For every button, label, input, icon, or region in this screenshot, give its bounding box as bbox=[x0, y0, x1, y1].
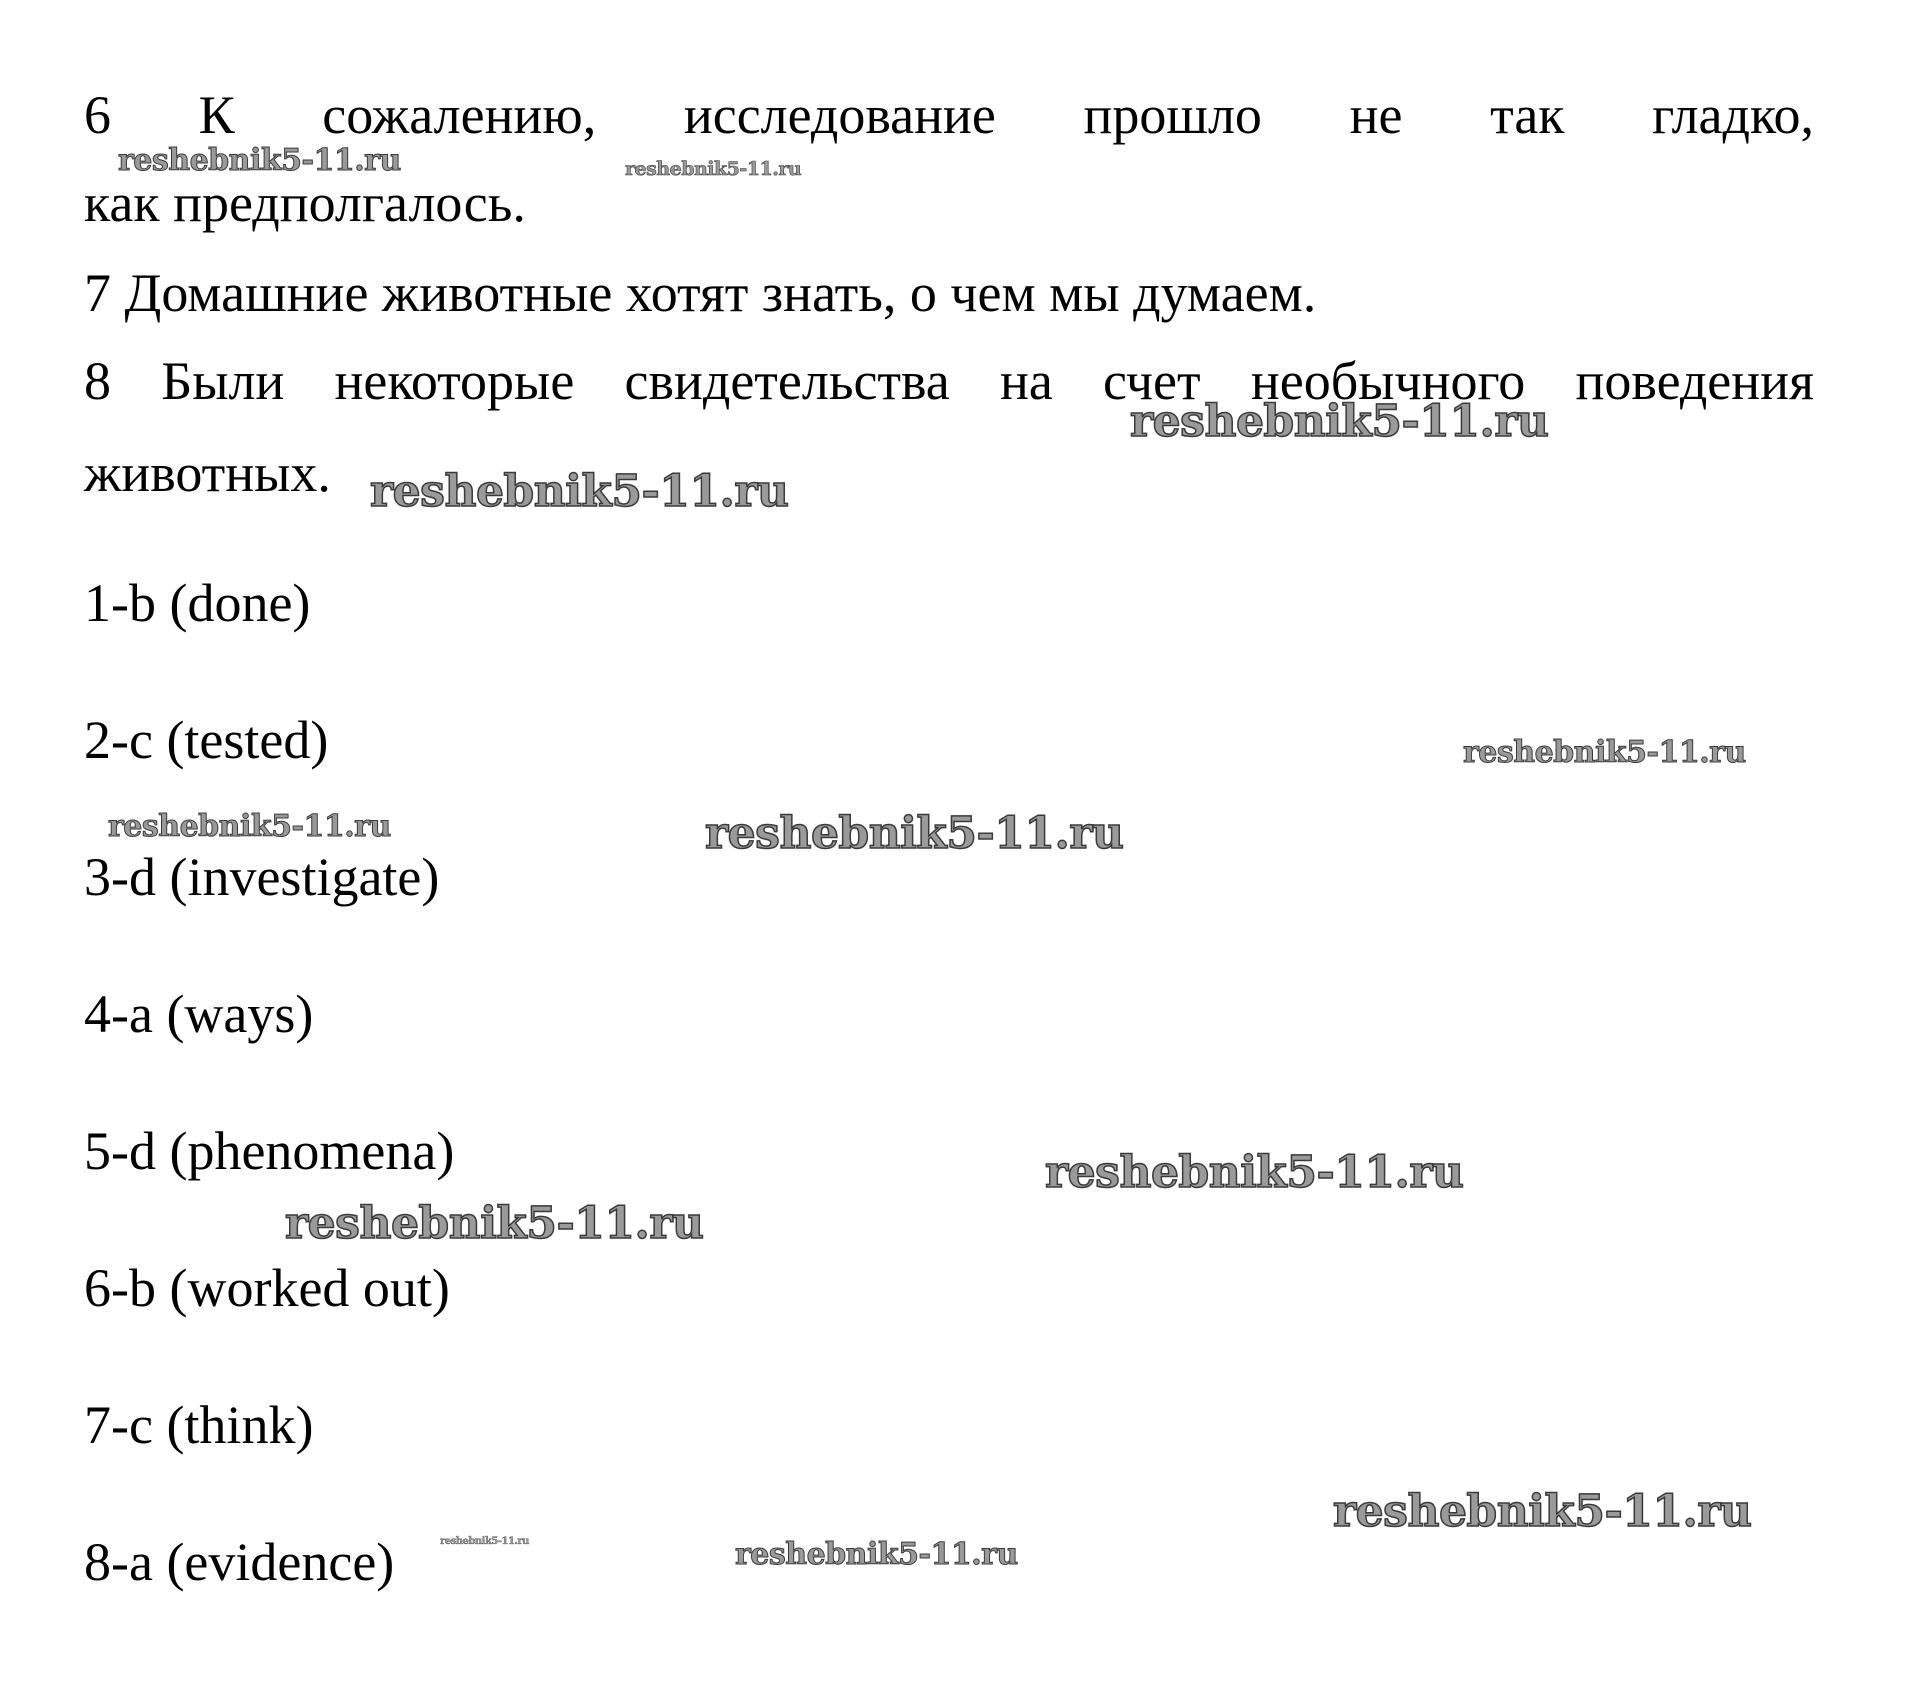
watermark: reshebnik5-11.ru bbox=[705, 808, 1124, 859]
sentence-8-word: необычного bbox=[1250, 351, 1526, 411]
watermark: reshebnik5-11.ru bbox=[118, 143, 401, 178]
sentence-8-word: свидетельства bbox=[624, 351, 950, 411]
watermark: reshebnik5-11.ru bbox=[1463, 735, 1746, 770]
sentence-6-line-2: как предполгалось. bbox=[84, 173, 526, 233]
sentence-6-word: К bbox=[198, 85, 235, 145]
answer-item-5: 5-d (phenomena) bbox=[84, 1121, 455, 1181]
answer-item-6: 6-b (worked out) bbox=[84, 1258, 450, 1318]
watermark: reshebnik5-11.ru bbox=[735, 1537, 1018, 1572]
sentence-6-word: сожалению, bbox=[322, 85, 597, 145]
sentence-8-word: на bbox=[999, 351, 1053, 411]
answer-item-1: 1-b (done) bbox=[84, 573, 311, 633]
sentence-6-word: так bbox=[1490, 85, 1565, 145]
sentence-6-word: прошло bbox=[1083, 85, 1262, 145]
sentence-7: 7 Домашние животные хотят знать, о чем мы думаем. bbox=[84, 263, 1317, 323]
answer-item-8: 8-a (evidence) bbox=[84, 1532, 395, 1592]
watermark: reshebnik5-11.ru bbox=[1045, 1147, 1464, 1198]
sentence-6-word: 6 bbox=[84, 85, 111, 145]
sentence-8-word: поведения bbox=[1575, 351, 1814, 411]
sentence-8-word: Были bbox=[161, 351, 285, 411]
watermark: reshebnik5-11.ru bbox=[625, 158, 802, 180]
watermark: reshebnik5-11.ru bbox=[1333, 1486, 1752, 1537]
answer-item-4: 4-a (ways) bbox=[84, 984, 314, 1044]
sentence-8-line-1 bbox=[84, 351, 1814, 411]
watermark: reshebnik5-11.ru bbox=[285, 1198, 704, 1249]
sentence-6-line-1 bbox=[84, 85, 1814, 145]
watermark: reshebnik5-11.ru bbox=[440, 1536, 529, 1547]
sentence-6-word: не bbox=[1349, 85, 1403, 145]
sentence-8-word: счет bbox=[1103, 351, 1201, 411]
watermark: reshebnik5-11.ru bbox=[370, 466, 789, 517]
sentence-8-word: 8 bbox=[84, 351, 111, 411]
sentence-6-word: гладко, bbox=[1652, 85, 1814, 145]
watermark: reshebnik5-11.ru bbox=[108, 809, 391, 844]
sentence-6-word: исследование bbox=[683, 85, 996, 145]
answer-item-7: 7-c (think) bbox=[84, 1395, 314, 1455]
sentence-8-line-2: животных. bbox=[84, 443, 331, 503]
answer-item-3: 3-d (investigate) bbox=[84, 847, 440, 907]
watermark: reshebnik5-11.ru bbox=[1130, 396, 1549, 447]
answer-item-2: 2-c (tested) bbox=[84, 710, 329, 770]
sentence-8-word: некоторые bbox=[334, 351, 575, 411]
